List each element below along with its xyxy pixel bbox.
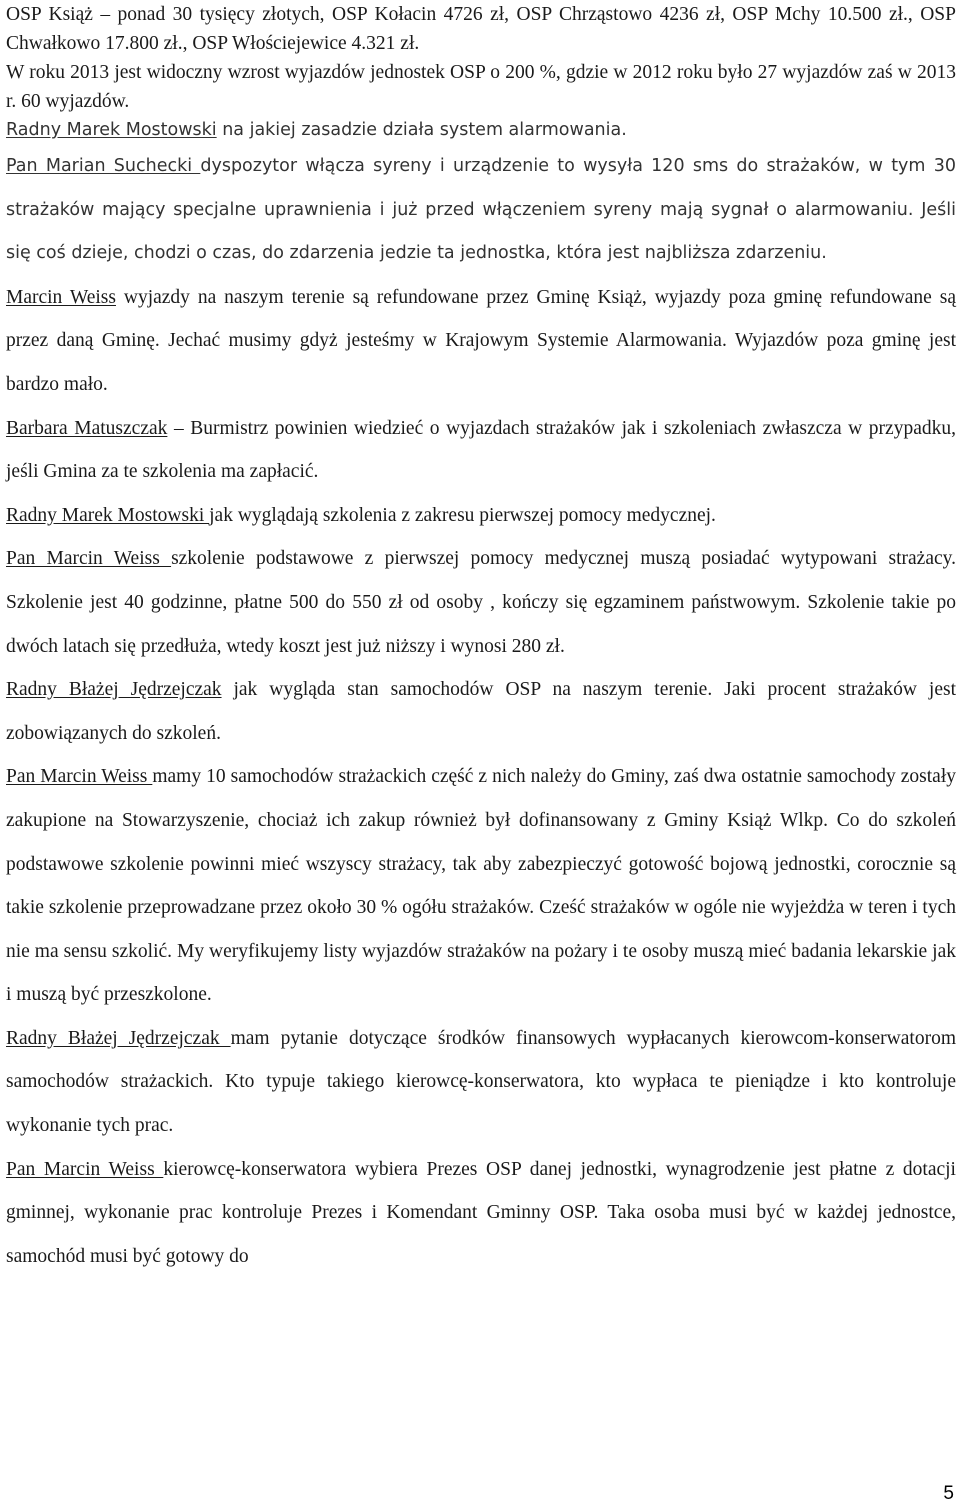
paragraph bbox=[6, 755, 956, 1017]
paragraph bbox=[6, 145, 956, 276]
speaker-name: Radny Marek Mostowski bbox=[6, 120, 217, 140]
paragraph bbox=[6, 494, 956, 538]
paragraph-text: mam pytanie dotyczące środków finansowych wypłacanych kierowcom-konserwatorom samochodów strażackich. Kto typuje takiego kierowcę-konserwatora, kto wypłaca te pieniądze i kto kontroluje wykonanie tych prac. bbox=[6, 1027, 956, 1137]
paragraph bbox=[6, 407, 956, 494]
paragraph-text: na jakiej zasadzie działa system alarmowania. bbox=[216, 120, 627, 140]
speaker-name: Barbara Matuszczak bbox=[6, 417, 168, 439]
paragraph bbox=[6, 1148, 956, 1279]
paragraph-text: jak wygląda stan samochodów OSP na naszym terenie. Jaki procent strażaków jest zobowiązanych do szkoleń. bbox=[6, 679, 956, 744]
paragraph-text: szkolenie podstawowe z pierwszej pomocy medycznej muszą posiadać wytypowani strażacy. Szkolenie jest 40 godzinne, płatne 500 do 550 zł od osoby , kończy się egzaminem państwowym. Szkolenie takie po dwóch latach się przedłuża, wtedy koszt jest już niższy i wynosi 280 zł. bbox=[6, 548, 956, 657]
paragraph-text: – Burmistrz powinien wiedzieć o wyjazdach strażaków jak i szkoleniach zwłaszcza w przypadku, jeśli Gmina za te szkolenia ma zapłacić. bbox=[6, 417, 956, 483]
paragraph bbox=[6, 0, 956, 58]
paragraph-text: OSP Książ – ponad 30 tysięcy złotych, OSP Kołacin 4726 zł, OSP Chrząstowo 4236 zł, OSP Mchy 10.500 zł., OSP Chwałkowo 17.800 zł., OSP Włościejewice 4.321 zł. bbox=[6, 4, 956, 54]
speaker-name: Radny Błażej Jędrzejczak bbox=[6, 679, 222, 701]
paragraph bbox=[6, 116, 956, 145]
speaker-name: Pan Marian Suchecki bbox=[6, 156, 201, 176]
speaker-name: Pan Marcin Weiss bbox=[6, 766, 153, 788]
document-page bbox=[6, 0, 956, 1278]
paragraph bbox=[6, 537, 956, 668]
paragraph bbox=[6, 1017, 956, 1148]
paragraph-text: dyspozytor włącza syreny i urządzenie to wysyła 120 sms do strażaków, w tym 30 strażaków mający specjalne uprawnienia i już przed włączeniem syreny mają sygnał o alarmowaniu. Jeśli się coś dzieje, chodzi o czas, do zdarzenia jedzie ta jednostka, która jest najbliższa zdarzeniu. bbox=[6, 156, 956, 264]
paragraph bbox=[6, 58, 956, 116]
paragraph-text: wyjazdy na naszym terenie są refundowane przez Gminę Książ, wyjazdy poza gminę refundowane są przez daną Gminę. Jechać musimy gdyż jesteśmy w Krajowym Systemie Alarmowania. Wyjazdów poza gminę jest bardzo mało. bbox=[6, 286, 956, 395]
document-body bbox=[6, 0, 956, 1278]
paragraph-text: mamy 10 samochodów strażackich część z nich należy do Gminy, zaś dwa ostatnie samochody zostały zakupione na Stowarzyszenie, chociaż ich zakup również był dofinansowany z Gminy Książ Wlkp. Co do szkoleń podstawowe szkolenie powinni mieć wszyscy strażacy, tak aby zabezpieczyć gotowość bojową jednostki, corocznie są takie szkolenie przeprowadzane przez około 30 % ogółu strażaków. Cześć strażaków w ogóle nie wyjeżdża w teren i tych nie ma sensu szkolić. My weryfikujemy listy wyjazdów strażaków na pożary i te osoby muszą mieć badania lekarskie jak i muszą być przeszkolone. bbox=[6, 766, 956, 1006]
paragraph bbox=[6, 668, 956, 755]
paragraph-text: jak wyglądają szkolenia z zakresu pierwszej pomocy medycznej. bbox=[209, 504, 716, 526]
speaker-name: Radny Błażej Jędrzejczak bbox=[6, 1027, 231, 1049]
speaker-name: Pan Marcin Weiss bbox=[6, 1158, 164, 1180]
paragraph bbox=[6, 276, 956, 407]
page-number: 5 bbox=[943, 1483, 954, 1504]
speaker-name: Marcin Weiss bbox=[6, 286, 116, 308]
paragraph-text: W roku 2013 jest widoczny wzrost wyjazdów jednostek OSP o 200 %, gdzie w 2012 roku było 27 wyjazdów zaś w 2013 r. 60 wyjazdów. bbox=[6, 62, 956, 112]
speaker-name: Radny Marek Mostowski bbox=[6, 504, 210, 526]
paragraph-text: kierowcę-konserwatora wybiera Prezes OSP danej jednostki, wynagrodzenie jest płatne z dotacji gminnej, wykonanie prac kontroluje Prezes i Komendant Gminny OSP. Taka osoba musi być w każdej jednostce, samochód musi być gotowy do bbox=[6, 1158, 956, 1267]
speaker-name: Pan Marcin Weiss bbox=[6, 548, 172, 570]
